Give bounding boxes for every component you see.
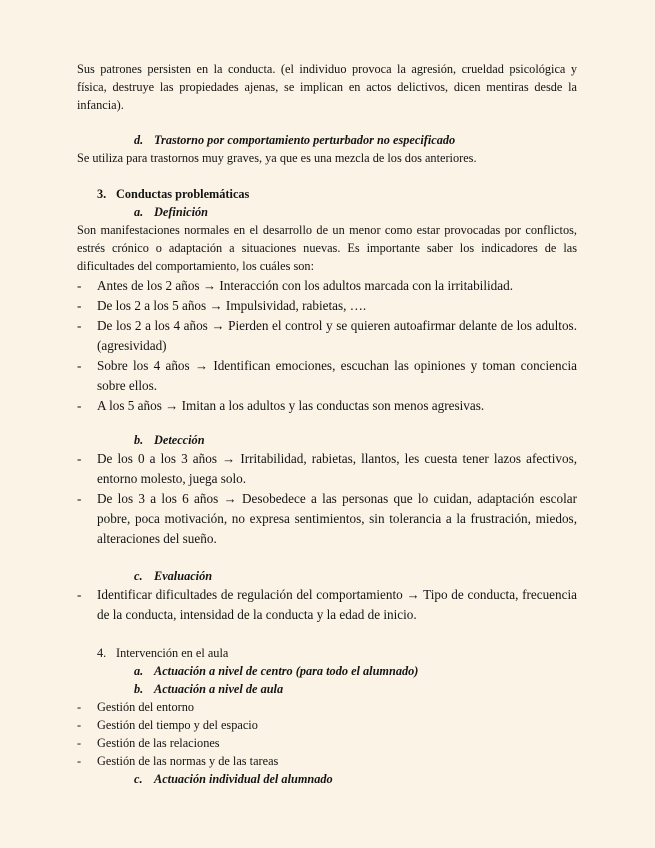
list-item-text: De los 3 a los 6 años → Desobedece a las personas que lo cuidan, adaptación escolar pobre, poca motivación, no expresa sentimientos, sin tolerancia a la frustración, miedos, alteraciones del sueño. [97,491,577,546]
list-item-text: A los 5 años → Imitan a los adultos y las conductas son menos agresivas. [97,398,485,413]
list-item-text: Gestión de las relaciones [97,736,220,750]
subheading-deteccion-title: Detección [154,433,205,447]
heading-3-number: 3. [97,187,107,201]
bullet-dash: - [77,736,82,750]
bullet-dash: - [77,754,82,768]
bullet-dash: - [77,318,82,333]
heading-3 [77,185,577,203]
heading-4-title: Intervención en el aula [116,646,229,660]
subheading-4c-title: Actuación individual del alumnado [154,772,333,786]
aula-list [77,698,577,770]
list-item-text: De los 0 a los 3 años → Irritabilidad, rabietas, llantos, les cuesta tener lazos afectivos, entorno molesto, juega solo. [97,451,577,486]
subheading-4a [77,662,577,680]
list-item-text: Gestión del entorno [97,700,194,714]
subheading-definicion-title: Definición [154,205,208,219]
subheading-d-title: Trastorno por comportamiento perturbador no especificado [154,133,456,147]
subheading-4c [77,770,577,788]
list-item [77,356,577,396]
list-item [77,276,577,296]
list-item [77,449,577,489]
list-item [77,752,577,770]
subheading-4b-title: Actuación a nivel de aula [154,682,284,696]
bullet-dash: - [77,700,82,714]
heading-4 [77,644,577,662]
bullet-dash: - [77,451,82,466]
bullet-dash: - [77,298,82,313]
list-item-text: De los 2 a los 5 años → Impulsividad, rabietas, …. [97,298,367,313]
list-item [77,296,577,316]
list-item [77,585,577,625]
list-item-text: Sobre los 4 años → Identifican emociones, escuchan las opiniones y toman conciencia sobre ellos. [97,358,577,393]
subheading-4b [77,680,577,698]
subheading-4c-letter: c. [134,772,143,786]
subheading-4a-title: Actuación a nivel de centro (para todo el alumnado) [154,664,419,678]
subheading-evaluacion-letter: c. [134,569,143,583]
list-item [77,396,577,416]
intro-paragraph: Sus patrones persisten en la conducta. (el individuo provoca la agresión, crueldad psicológica y física, destruye las propiedades ajenas, se implican en actos delictivos, dicen mentiras desde la infancia). [77,62,577,112]
bullet-dash: - [77,491,82,506]
heading-3-title: Conductas problemáticas [116,187,250,201]
subheading-evaluacion-title: Evaluación [154,569,213,583]
subheading-d [77,131,577,149]
subheading-deteccion-letter: b. [134,433,144,447]
deteccion-list [77,449,577,549]
section-d-text: Se utiliza para trastornos muy graves, ya que es una mezcla de los dos anteriores. [77,151,477,165]
subheading-deteccion [77,431,577,449]
list-item [77,734,577,752]
list-item-text: Antes de los 2 años → Interacción con los adultos marcada con la irritabilidad. [97,278,514,293]
bullet-dash: - [77,398,82,413]
list-item-text: Gestión de las normas y de las tareas [97,754,279,768]
subheading-4a-letter: a. [134,664,144,678]
subheading-definicion-letter: a. [134,205,144,219]
subheading-d-letter: d. [134,133,144,147]
list-item [77,316,577,356]
list-item-text: Gestión del tiempo y del espacio [97,718,258,732]
document-page [77,60,577,788]
definicion-list [77,276,577,416]
subheading-definicion [77,203,577,221]
bullet-dash: - [77,278,82,293]
list-item [77,698,577,716]
bullet-dash: - [77,358,82,373]
subheading-4b-letter: b. [134,682,144,696]
list-item [77,489,577,549]
heading-4-number: 4. [97,646,107,660]
bullet-dash: - [77,718,82,732]
definicion-text: Son manifestaciones normales en el desarrollo de un menor como estar provocadas por conflictos, estrés crónico o adaptación a situaciones nuevas. Es importante saber los indicadores de las dificultades del comportamiento, los cuáles son: [77,223,577,273]
evaluacion-list [77,585,577,625]
list-item-text: Identificar dificultades de regulación del comportamiento → Tipo de conducta, frecuencia de la conducta, intensidad de la conducta y la edad de inicio. [97,587,577,622]
list-item [77,716,577,734]
subheading-evaluacion [77,567,577,585]
list-item-text: De los 2 a los 4 años → Pierden el control y se quieren autoafirmar delante de los adultos. (agresividad) [97,318,577,353]
bullet-dash: - [77,587,82,602]
